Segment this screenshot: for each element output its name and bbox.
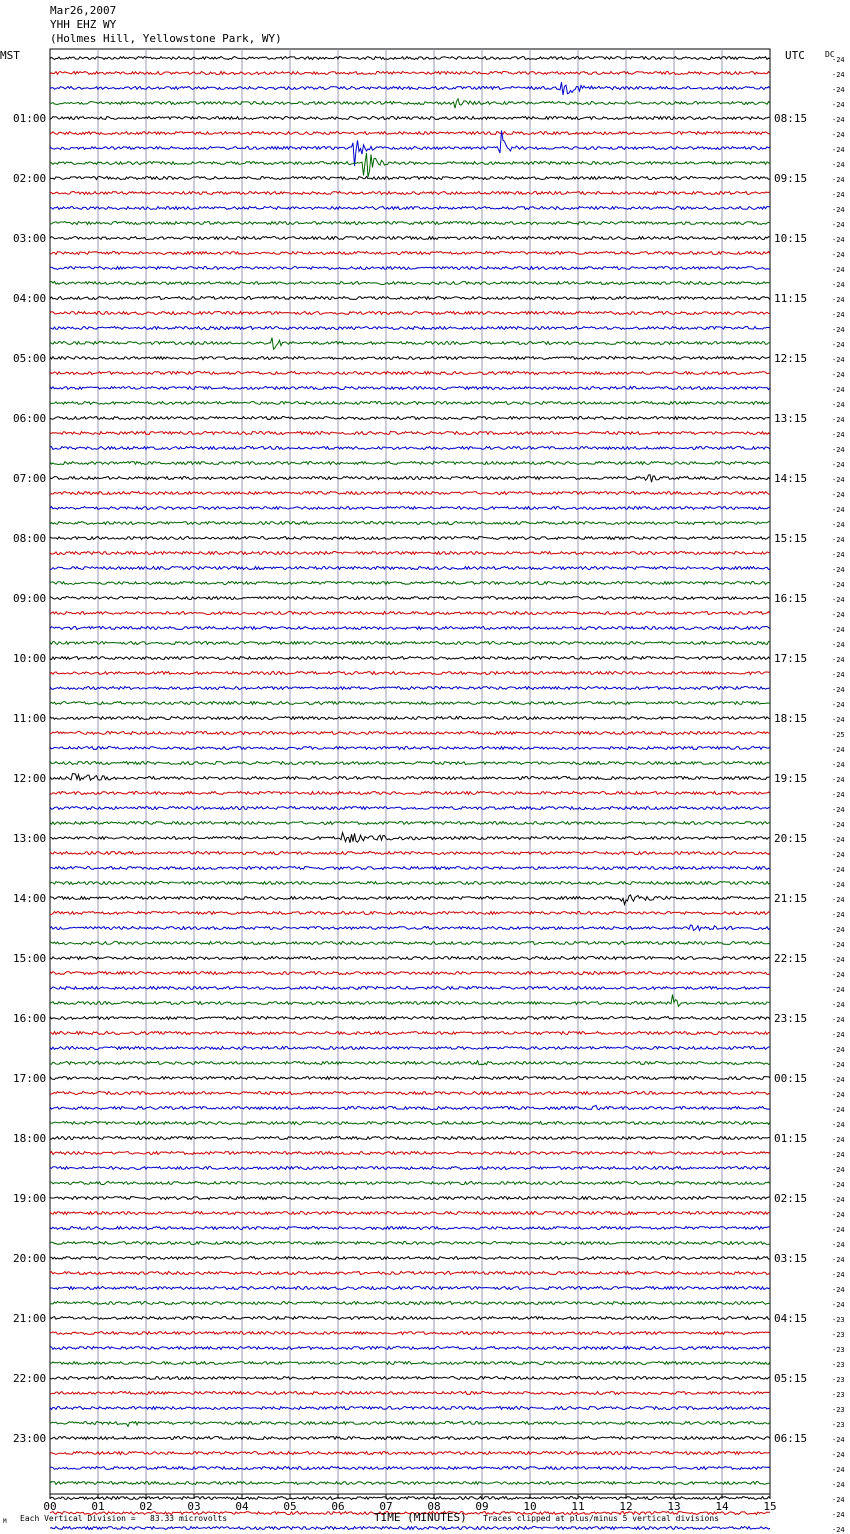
dc-offset-label: -24 (832, 1481, 845, 1489)
utc-hour-label: 01:15 (774, 1132, 808, 1145)
x-tick-label: 06 (331, 1500, 345, 1513)
seismic-trace (50, 1092, 770, 1095)
x-tick-label: 15 (763, 1500, 777, 1513)
seismic-trace (50, 1105, 770, 1110)
dc-offset-label: -24 (832, 431, 845, 439)
seismic-trace (50, 612, 770, 615)
seismic-trace (50, 130, 770, 166)
dc-offset-label: -24 (832, 956, 845, 964)
dc-offset-label: -24 (832, 1511, 845, 1519)
mst-hour-label: 07:00 (13, 472, 47, 485)
dc-offset-label: -24 (832, 806, 845, 814)
dc-offset-label: -24 (832, 416, 845, 424)
seismic-trace (50, 1032, 770, 1035)
dc-offset-label: -24 (832, 971, 845, 979)
dc-offset-label: -24 (832, 791, 845, 799)
dc-offset-label: -24 (832, 926, 845, 934)
seismic-trace (50, 402, 770, 405)
dc-offset-label: -24 (832, 266, 845, 274)
dc-offset-label: -24 (832, 716, 845, 724)
mst-hour-label: 19:00 (13, 1192, 47, 1205)
dc-offset-label: -24 (832, 1106, 845, 1114)
dc-offset-label: -24 (832, 1061, 845, 1069)
dc-offset-label: -24 (832, 1436, 845, 1444)
seismic-trace (50, 1302, 770, 1305)
dc-offset-label: -24 (832, 251, 845, 259)
seismic-trace (50, 1137, 770, 1140)
seismic-trace (50, 1377, 770, 1380)
seismic-trace (50, 657, 770, 660)
dc-offset-label: -24 (832, 641, 845, 649)
seismic-trace (50, 1287, 770, 1290)
seismic-trace (50, 1122, 770, 1125)
x-tick-label: 04 (235, 1500, 249, 1513)
dc-offset-label: -24 (832, 1136, 845, 1144)
seismic-trace (50, 912, 770, 915)
utc-hour-label: 23:15 (774, 1012, 808, 1025)
mst-hour-label: 10:00 (13, 652, 47, 665)
seismic-trace (50, 1482, 770, 1485)
dc-offset-label: -24 (832, 356, 845, 364)
seismic-trace (50, 522, 770, 525)
dc-offset-label: -25 (832, 731, 845, 739)
utc-hour-label: 05:15 (774, 1372, 808, 1385)
dc-offset-label: -24 (832, 371, 845, 379)
seismic-trace (50, 732, 770, 735)
seismic-trace (50, 957, 770, 960)
seismic-trace (50, 1242, 770, 1245)
utc-hour-label: 14:15 (774, 472, 808, 485)
dc-offset-label: -24 (832, 86, 845, 94)
dc-offset-label: -24 (832, 626, 845, 634)
utc-hour-label: 18:15 (774, 712, 808, 725)
seismic-trace (50, 153, 770, 177)
seismic-trace (50, 72, 770, 75)
dc-offset-label: -24 (832, 1451, 845, 1459)
seismic-trace (50, 1332, 770, 1335)
utc-hour-label: 22:15 (774, 952, 808, 965)
seismic-trace (50, 207, 770, 210)
seismic-trace (50, 1317, 770, 1320)
seismic-trace (50, 312, 770, 315)
dc-offset-label: -24 (832, 236, 845, 244)
seismic-trace (50, 925, 770, 930)
dc-offset-label: -24 (832, 836, 845, 844)
dc-offset-label: -24 (832, 656, 845, 664)
dc-offset-label: -23 (832, 1316, 845, 1324)
seismic-trace (50, 567, 770, 570)
seismic-trace (50, 492, 770, 495)
dc-offset-label: -24 (832, 56, 845, 64)
seismic-trace (50, 1167, 770, 1170)
seismic-trace (50, 192, 770, 195)
seismic-trace (50, 1047, 770, 1050)
dc-offset-label: -24 (832, 1166, 845, 1174)
seismic-trace (50, 237, 770, 240)
utc-hour-label: 17:15 (774, 652, 808, 665)
utc-hour-label: 08:15 (774, 112, 808, 125)
plot-frame (50, 49, 770, 1494)
seismic-trace (50, 1467, 770, 1470)
dc-offset-label: -24 (832, 1001, 845, 1009)
mst-hour-label: 04:00 (13, 292, 47, 305)
x-tick-label: 02 (139, 1500, 153, 1513)
dc-offset-label: -24 (832, 1091, 845, 1099)
seismic-trace (50, 327, 770, 330)
seismic-trace (50, 867, 770, 870)
seismic-trace (50, 972, 770, 975)
dc-offset-label: -24 (832, 1121, 845, 1129)
seismic-trace (50, 1077, 770, 1080)
dc-offset-label: -24 (832, 71, 845, 79)
x-tick-label: 11 (571, 1500, 585, 1513)
seismic-trace (50, 672, 770, 675)
footer-mark: M (3, 1518, 7, 1525)
dc-offset-label: -24 (832, 986, 845, 994)
dc-offset-label: -24 (832, 821, 845, 829)
seismic-trace (50, 627, 770, 630)
dc-offset-label: -24 (832, 176, 845, 184)
dc-offset-label: -23 (832, 1331, 845, 1339)
seismic-trace (50, 372, 770, 375)
dc-offset-label: -24 (832, 551, 845, 559)
dc-offset-label: -24 (832, 341, 845, 349)
dc-offset-label: -24 (832, 191, 845, 199)
dc-offset-label: -24 (832, 611, 845, 619)
mst-hour-label: 12:00 (13, 772, 47, 785)
seismic-trace (50, 597, 770, 600)
x-tick-label: 13 (667, 1500, 681, 1513)
dc-offset-label: -24 (832, 461, 845, 469)
seismic-trace (50, 1392, 770, 1395)
dc-offset-label: -24 (832, 221, 845, 229)
clip-note: Traces clipped at plus/minus 5 vertical divisions (483, 1514, 720, 1523)
dc-offset-label: -24 (832, 851, 845, 859)
scale-note: Each Vertical Division = 83.33 microvolts (20, 1514, 228, 1523)
dc-offset-label: -24 (832, 521, 845, 529)
dc-offset-label: -24 (832, 1241, 845, 1249)
seismic-trace (50, 774, 770, 781)
seismic-trace (50, 338, 770, 350)
dc-offset-label: -24 (832, 896, 845, 904)
dc-offset-label: -23 (832, 1406, 845, 1414)
dc-offset-label: -24 (832, 326, 845, 334)
dc-offset-label: -24 (832, 476, 845, 484)
seismic-trace (50, 1497, 770, 1500)
seismic-trace (50, 1422, 770, 1427)
seismic-trace (50, 1061, 770, 1065)
mst-hour-label: 20:00 (13, 1252, 47, 1265)
dc-offset-label: -24 (832, 1196, 845, 1204)
mst-hour-label: 13:00 (13, 832, 47, 845)
utc-hour-label: 12:15 (774, 352, 808, 365)
dc-offset-label: -23 (832, 1376, 845, 1384)
dc-offset-label: -24 (832, 311, 845, 319)
mst-hour-label: 16:00 (13, 1012, 47, 1025)
utc-hour-label: 21:15 (774, 892, 808, 905)
dc-offset-label: -24 (832, 491, 845, 499)
dc-offset-label: -24 (832, 1151, 845, 1159)
mst-hour-label: 01:00 (13, 112, 47, 125)
x-tick-label: 12 (619, 1500, 633, 1513)
dc-offset-label: -24 (832, 386, 845, 394)
dc-offset-label: -24 (832, 1226, 845, 1234)
dc-offset-label: -24 (832, 1016, 845, 1024)
dc-offset-label: -24 (832, 761, 845, 769)
utc-hour-label: 09:15 (774, 172, 808, 185)
utc-hour-label: 02:15 (774, 1192, 808, 1205)
x-tick-label: 14 (715, 1500, 729, 1513)
dc-offset-label: -24 (832, 746, 845, 754)
mst-hour-label: 18:00 (13, 1132, 47, 1145)
dc-offset-label: -24 (832, 281, 845, 289)
utc-hour-label: 10:15 (774, 232, 808, 245)
dc-offset-label: -24 (832, 536, 845, 544)
x-tick-label: 07 (379, 1500, 393, 1513)
seismic-trace (50, 132, 770, 135)
dc-offset-label: -24 (832, 1271, 845, 1279)
seismic-trace (50, 57, 770, 60)
dc-offset-label: -24 (832, 1496, 845, 1504)
x-tick-label: 09 (475, 1500, 489, 1513)
seismic-trace (50, 1272, 770, 1275)
mst-hour-label: 23:00 (13, 1432, 47, 1445)
seismic-trace (50, 222, 770, 225)
seismic-trace (50, 1452, 770, 1455)
seismic-trace (50, 882, 770, 885)
seismic-trace (50, 462, 770, 465)
utc-hour-label: 06:15 (774, 1432, 808, 1445)
dc-offset-label: -24 (832, 131, 845, 139)
seismic-trace (50, 1197, 770, 1200)
seismic-trace (50, 642, 770, 645)
dc-offset-label: -24 (832, 866, 845, 874)
mst-hour-label: 05:00 (13, 352, 47, 365)
seismic-trace (50, 357, 770, 360)
seismic-trace (50, 99, 770, 108)
seismic-trace (50, 822, 770, 825)
dc-offset-label: -24 (832, 1031, 845, 1039)
seismic-trace (50, 1227, 770, 1230)
utc-hour-label: 04:15 (774, 1312, 808, 1325)
utc-hour-label: 16:15 (774, 592, 808, 605)
x-tick-label: 01 (91, 1500, 105, 1513)
seismic-trace (50, 117, 770, 120)
seismic-trace (50, 475, 770, 483)
x-axis-label: TIME (MINUTES) (374, 1511, 467, 1524)
left-zone-label: MST (0, 49, 20, 62)
dc-offset-label: -24 (832, 596, 845, 604)
seismic-trace (50, 792, 770, 795)
seismic-trace (50, 687, 770, 690)
mst-hour-label: 15:00 (13, 952, 47, 965)
mst-hour-label: 09:00 (13, 592, 47, 605)
dc-offset-label: -24 (832, 911, 845, 919)
seismic-trace (50, 895, 770, 905)
dc-offset-label: -23 (832, 1391, 845, 1399)
seismic-trace (50, 282, 770, 285)
seismic-trace (50, 1407, 770, 1410)
mst-hour-label: 17:00 (13, 1072, 47, 1085)
seismic-trace (50, 387, 770, 390)
seismic-trace (50, 1347, 770, 1350)
mst-hour-label: 06:00 (13, 412, 47, 425)
x-tick-label: 05 (283, 1500, 297, 1513)
dc-offset-label: -24 (832, 506, 845, 514)
dc-offset-label: -24 (832, 116, 845, 124)
utc-hour-label: 13:15 (774, 412, 808, 425)
seismic-trace (50, 1527, 770, 1530)
seismic-trace (50, 747, 770, 750)
seismic-trace (50, 987, 770, 990)
seismic-trace (50, 417, 770, 420)
seismic-trace (50, 252, 770, 255)
utc-hour-label: 11:15 (774, 292, 808, 305)
seismic-trace (50, 1182, 770, 1185)
mst-hour-label: 02:00 (13, 172, 47, 185)
seismic-trace (50, 552, 770, 555)
mst-hour-label: 22:00 (13, 1372, 47, 1385)
seismic-trace (50, 267, 770, 270)
dc-offset-label: -24 (832, 1046, 845, 1054)
dc-offset-label: -24 (832, 146, 845, 154)
dc-offset-label: -24 (832, 941, 845, 949)
dc-offset-label: -23 (832, 1421, 845, 1429)
x-tick-label: 03 (187, 1500, 201, 1513)
seismic-trace (50, 177, 770, 180)
utc-hour-label: 20:15 (774, 832, 808, 845)
seismic-trace (50, 1257, 770, 1260)
dc-offset-label: -24 (832, 701, 845, 709)
dc-offset-label: -24 (832, 1256, 845, 1264)
seismic-trace (50, 852, 770, 855)
seismic-trace (50, 1437, 770, 1440)
dc-offset-label: -24 (832, 1211, 845, 1219)
utc-hour-label: 15:15 (774, 532, 808, 545)
dc-offset-label: -24 (832, 101, 845, 109)
dc-offset-label: -23 (832, 1346, 845, 1354)
dc-offset-label: -24 (832, 1286, 845, 1294)
mst-hour-label: 14:00 (13, 892, 47, 905)
dc-offset-label: -24 (832, 566, 845, 574)
seismic-trace (50, 1017, 770, 1020)
x-tick-label: 00 (43, 1500, 57, 1513)
dc-offset-label: -24 (832, 401, 845, 409)
x-tick-label: 08 (427, 1500, 441, 1513)
mst-hour-label: 21:00 (13, 1312, 47, 1325)
seismic-trace (50, 833, 770, 843)
plot-date: Mar26,2007 (50, 4, 117, 17)
dc-offset-label: -24 (832, 671, 845, 679)
dc-offset-label: -24 (832, 1301, 845, 1309)
dc-offset-label: -24 (832, 881, 845, 889)
dc-offset-label: -24 (832, 206, 845, 214)
dc-offset-label: -24 (832, 1466, 845, 1474)
seismic-trace (50, 447, 770, 450)
right-zone-label: UTC (785, 49, 805, 62)
utc-hour-label: 00:15 (774, 1072, 808, 1085)
seismic-trace (50, 1212, 770, 1215)
dc-offset-label: -24 (832, 1526, 845, 1534)
dc-offset-label: -23 (832, 1361, 845, 1369)
seismic-trace (50, 762, 770, 765)
x-tick-label: 10 (523, 1500, 537, 1513)
mst-hour-label: 03:00 (13, 232, 47, 245)
seismic-trace (50, 1152, 770, 1155)
seismic-trace (50, 82, 770, 95)
utc-hour-label: 03:15 (774, 1252, 808, 1265)
seismic-trace (50, 1362, 770, 1365)
seismic-trace (50, 995, 770, 1007)
dc-label: DC (825, 50, 835, 59)
dc-offset-label: -24 (832, 686, 845, 694)
seismic-trace (50, 432, 770, 435)
station-location: (Holmes Hill, Yellowstone Park, WY) (50, 32, 282, 45)
seismic-trace (50, 807, 770, 810)
mst-hour-label: 11:00 (13, 712, 47, 725)
seismic-trace (50, 537, 770, 540)
dc-offset-label: -24 (832, 161, 845, 169)
dc-offset-label: -24 (832, 1076, 845, 1084)
mst-hour-label: 08:00 (13, 532, 47, 545)
seismic-trace (50, 942, 770, 945)
seismic-trace (50, 507, 770, 510)
seismic-trace (50, 702, 770, 705)
dc-offset-label: -24 (832, 581, 845, 589)
seismic-trace (50, 582, 770, 585)
utc-hour-label: 19:15 (774, 772, 808, 785)
dc-offset-label: -24 (832, 776, 845, 784)
dc-offset-label: -24 (832, 296, 845, 304)
seismic-trace (50, 717, 770, 720)
dc-offset-label: -24 (832, 1181, 845, 1189)
seismic-trace (50, 297, 770, 300)
dc-offset-label: -24 (832, 446, 845, 454)
station-code: YHH EHZ WY (50, 18, 117, 31)
